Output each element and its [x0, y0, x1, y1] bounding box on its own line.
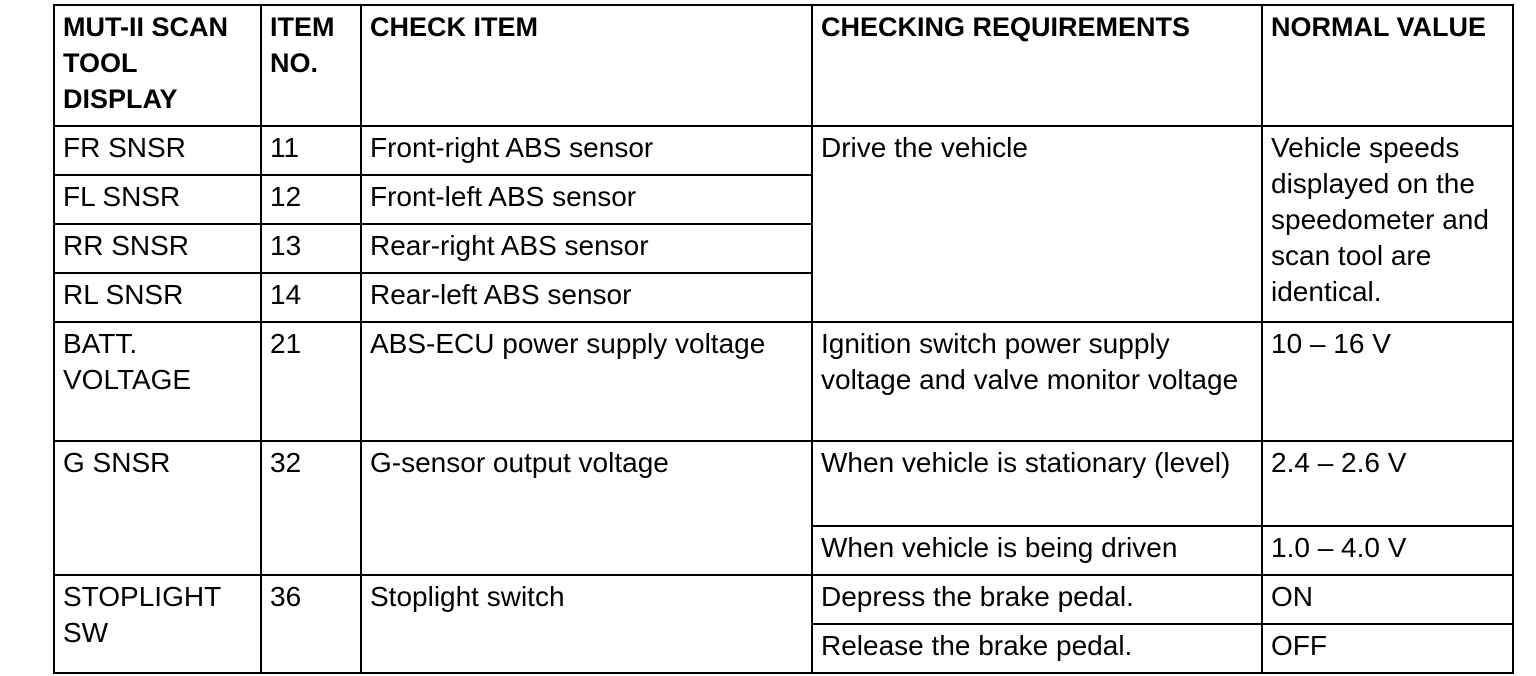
header-requirements: CHECKING REQUIREMENTS [812, 5, 1262, 126]
check-item-cell: Front-right ABS sensor [361, 126, 812, 175]
check-item-cell: Front-left ABS sensor [361, 175, 812, 224]
display-cell: FL SNSR [54, 175, 261, 224]
table-row [54, 126, 1513, 175]
requirement-cell: Release the brake pedal. [812, 624, 1262, 673]
check-item-cell: Rear-right ABS sensor [361, 224, 812, 273]
requirement-cell: Ignition switch power supply voltage and valve monitor voltage [812, 322, 1262, 441]
check-item-cell: G-sensor output voltage [361, 441, 812, 575]
normal-value-cell: Vehicle speeds displayed on the speedometer and scan tool are identical. [1262, 126, 1513, 322]
item-no-cell: 21 [261, 322, 361, 441]
normal-value-cell: OFF [1262, 624, 1513, 673]
check-items-table [53, 4, 1514, 674]
check-item-cell: Stoplight switch [361, 575, 812, 673]
display-cell: RR SNSR [54, 224, 261, 273]
item-no-cell: 36 [261, 575, 361, 673]
normal-value-cell: 1.0 – 4.0 V [1262, 526, 1513, 575]
requirement-cell: Drive the vehicle [812, 126, 1262, 322]
normal-value-cell: 2.4 – 2.6 V [1262, 441, 1513, 526]
item-no-cell: 11 [261, 126, 361, 175]
display-cell: RL SNSR [54, 273, 261, 322]
table-row [54, 575, 1513, 624]
display-cell: G SNSR [54, 441, 261, 575]
header-item-no: ITEM NO. [261, 5, 361, 126]
requirement-cell: When vehicle is being driven [812, 526, 1262, 575]
display-cell: STOPLIGHT SW [54, 575, 261, 673]
item-no-cell: 12 [261, 175, 361, 224]
normal-value-cell: 10 – 16 V [1262, 322, 1513, 441]
requirement-cell: Depress the brake pedal. [812, 575, 1262, 624]
header-normal-value: NORMAL VALUE [1262, 5, 1513, 126]
requirement-cell: When vehicle is stationary (level) [812, 441, 1262, 526]
display-cell: FR SNSR [54, 126, 261, 175]
item-no-cell: 13 [261, 224, 361, 273]
table-row [54, 441, 1513, 526]
header-check-item: CHECK ITEM [361, 5, 812, 126]
display-cell: BATT. VOLTAGE [54, 322, 261, 441]
header-row [54, 5, 1513, 126]
check-item-cell: ABS-ECU power supply voltage [361, 322, 812, 441]
item-no-cell: 32 [261, 441, 361, 575]
item-no-cell: 14 [261, 273, 361, 322]
header-display: MUT-II SCAN TOOL DISPLAY [54, 5, 261, 126]
table-row [54, 322, 1513, 441]
normal-value-cell: ON [1262, 575, 1513, 624]
check-item-cell: Rear-left ABS sensor [361, 273, 812, 322]
